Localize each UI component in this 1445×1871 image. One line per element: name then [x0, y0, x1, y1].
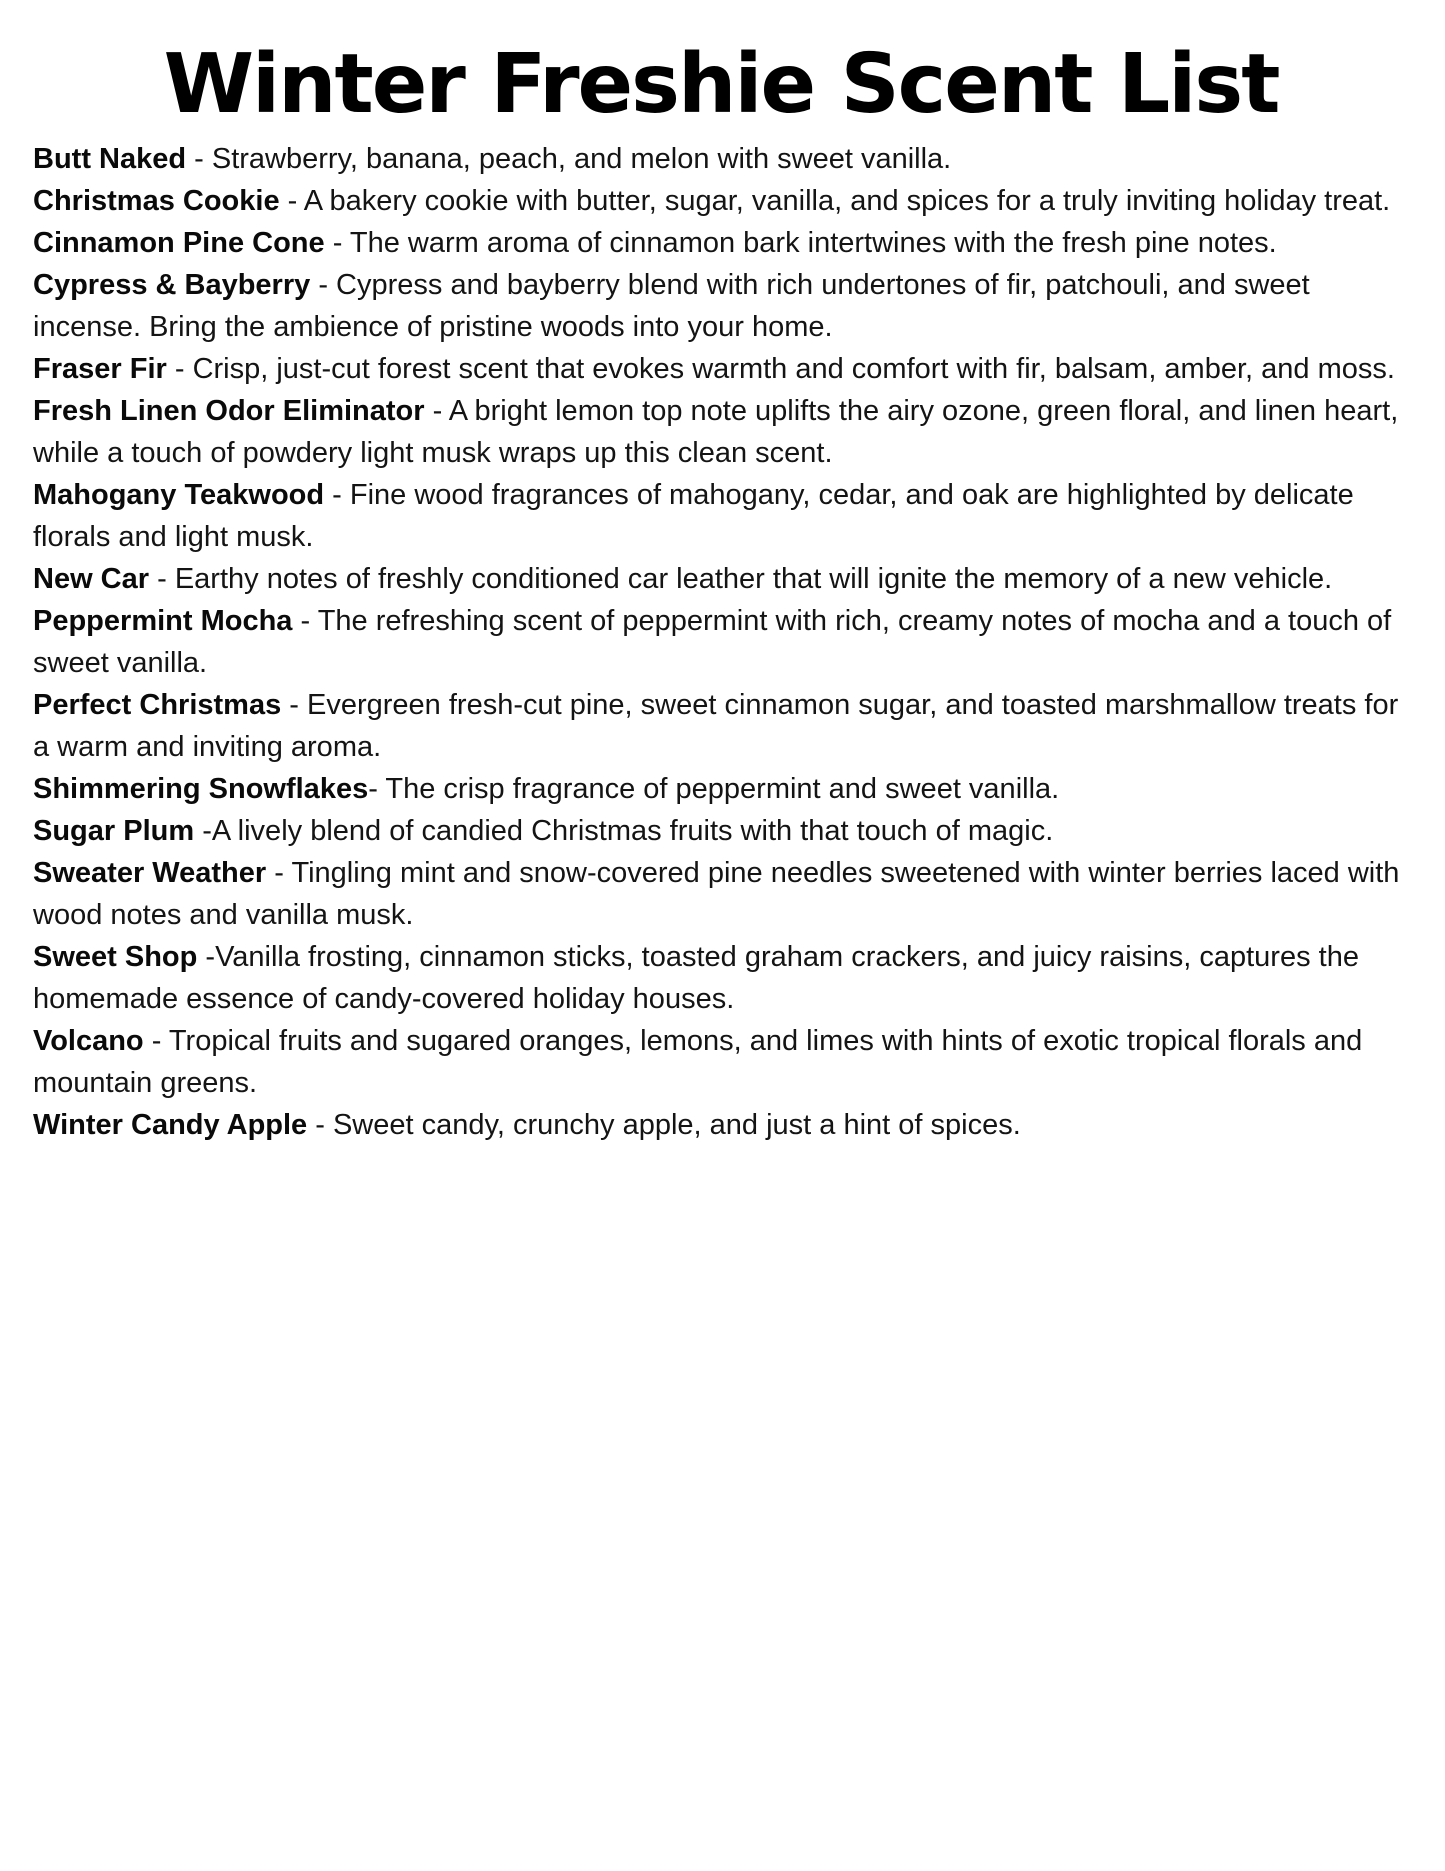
scent-separator: -	[324, 227, 350, 260]
scent-separator: -	[143, 1025, 169, 1058]
scent-name: Fraser Fir	[33, 353, 167, 386]
scent-separator: -	[279, 185, 304, 218]
scent-entry-fresh-linen-odor-eliminator	[33, 390, 1409, 474]
scent-name: Mahogany Teakwood	[33, 479, 325, 512]
scent-description: The warm aroma of cinnamon bark intertwines with the fresh pine notes.	[349, 227, 1277, 260]
scent-separator: -	[166, 353, 193, 386]
scent-entry-butt-naked	[33, 138, 1409, 180]
scent-name: Cinnamon Pine Cone	[33, 227, 325, 260]
scent-separator: -	[310, 269, 337, 302]
scent-entry-winter-candy-apple	[33, 1104, 1409, 1146]
scent-entry-fraser-fir	[33, 348, 1409, 390]
scent-separator: -	[149, 563, 175, 596]
scent-description: Strawberry, banana, peach, and melon with sweet vanilla.	[211, 143, 952, 176]
scent-description: Sweet candy, crunchy apple, and just a hint of spices.	[332, 1109, 1021, 1142]
scent-description: Evergreen fresh-cut pine, sweet cinnamon sugar, and toasted marshmallow treats for a warm and inviting aroma.	[33, 689, 1399, 764]
page-title: Winter Freshie Scent List	[163, 37, 1279, 132]
scent-description: The refreshing scent of peppermint with rich, creamy notes of mocha and a touch of sweet vanilla.	[33, 605, 1392, 680]
scent-description: Earthy notes of freshly conditioned car leather that will ignite the memory of a new vehicle.	[174, 563, 1333, 596]
scent-entry-peppermint-mocha	[33, 600, 1409, 684]
scent-description: A bright lemon top note uplifts the airy ozone, green floral, and linen heart, while a touch of powdery light musk wraps up this clean scent.	[33, 395, 1399, 470]
scent-separator: -	[292, 605, 318, 638]
scent-name: Christmas Cookie	[33, 185, 280, 218]
scent-entry-perfect-christmas	[33, 684, 1409, 768]
scent-separator: -	[266, 857, 292, 890]
scent-entry-sugar-plum	[33, 810, 1409, 852]
scent-name: Sweet Shop	[33, 941, 198, 974]
scent-name: Winter Candy Apple	[33, 1109, 308, 1142]
scent-entry-volcano	[33, 1020, 1409, 1104]
scent-entry-cypress-bayberry	[33, 264, 1409, 348]
scent-separator: -	[186, 143, 212, 176]
scent-description: Cypress and bayberry blend with rich undertones of fir, patchouli, and sweet incense. Bring the ambience of pristine woods into your home.	[33, 269, 1310, 344]
scent-name: Volcano	[33, 1025, 144, 1058]
scent-separator: -	[281, 689, 307, 722]
scent-entry-sweet-shop	[33, 936, 1409, 1020]
scent-name: Cypress & Bayberry	[33, 269, 311, 302]
scent-description: Vanilla frosting, cinnamon sticks, toasted graham crackers, and juicy raisins, captures the homemade essence of candy-covered holiday houses.	[33, 941, 1359, 1016]
scent-description: A lively blend of candied Christmas fruits with that touch of magic.	[211, 815, 1054, 848]
scent-entry-cinnamon-pine-cone	[33, 222, 1409, 264]
scent-description: Fine wood fragrances of mahogany, cedar, and oak are highlighted by delicate florals and light musk.	[33, 479, 1354, 554]
scent-name: Sweater Weather	[33, 857, 267, 890]
scent-description: Tropical fruits and sugared oranges, lemons, and limes with hints of exotic tropical florals and mountain greens.	[33, 1025, 1363, 1100]
scent-description: Crisp, just-cut forest scent that evokes warmth and comfort with fir, balsam, amber, and moss.	[192, 353, 1395, 386]
scent-entry-shimmering-snowflakes	[33, 768, 1409, 810]
scent-name: Peppermint Mocha	[33, 605, 293, 638]
scent-entry-sweater-weather	[33, 852, 1409, 936]
scent-name: Fresh Linen Odor Eliminator	[33, 395, 425, 428]
scent-separator: -	[324, 479, 350, 512]
scent-name: Perfect Christmas	[33, 689, 282, 722]
scent-name: Sugar Plum	[33, 815, 195, 848]
scent-description: The crisp fragrance of peppermint and sweet vanilla.	[385, 773, 1060, 806]
scent-separator: -	[424, 395, 449, 428]
scent-name: New Car	[33, 563, 150, 596]
scent-description: Tingling mint and snow-covered pine needles sweetened with winter berries laced with wood notes and vanilla musk.	[33, 857, 1400, 932]
scent-separator: -	[194, 815, 212, 848]
scent-entry-mahogany-teakwood	[33, 474, 1409, 558]
scent-entry-christmas-cookie	[33, 180, 1409, 222]
scent-separator: -	[197, 941, 216, 974]
scent-name: Butt Naked	[33, 143, 187, 176]
scent-entry-new-car	[33, 558, 1409, 600]
scent-name: Shimmering Snowflakes	[33, 773, 369, 806]
scent-separator: -	[368, 773, 386, 806]
scent-separator: -	[307, 1109, 333, 1142]
scent-description: A bakery cookie with butter, sugar, vanilla, and spices for a truly inviting holiday treat.	[303, 185, 1391, 218]
